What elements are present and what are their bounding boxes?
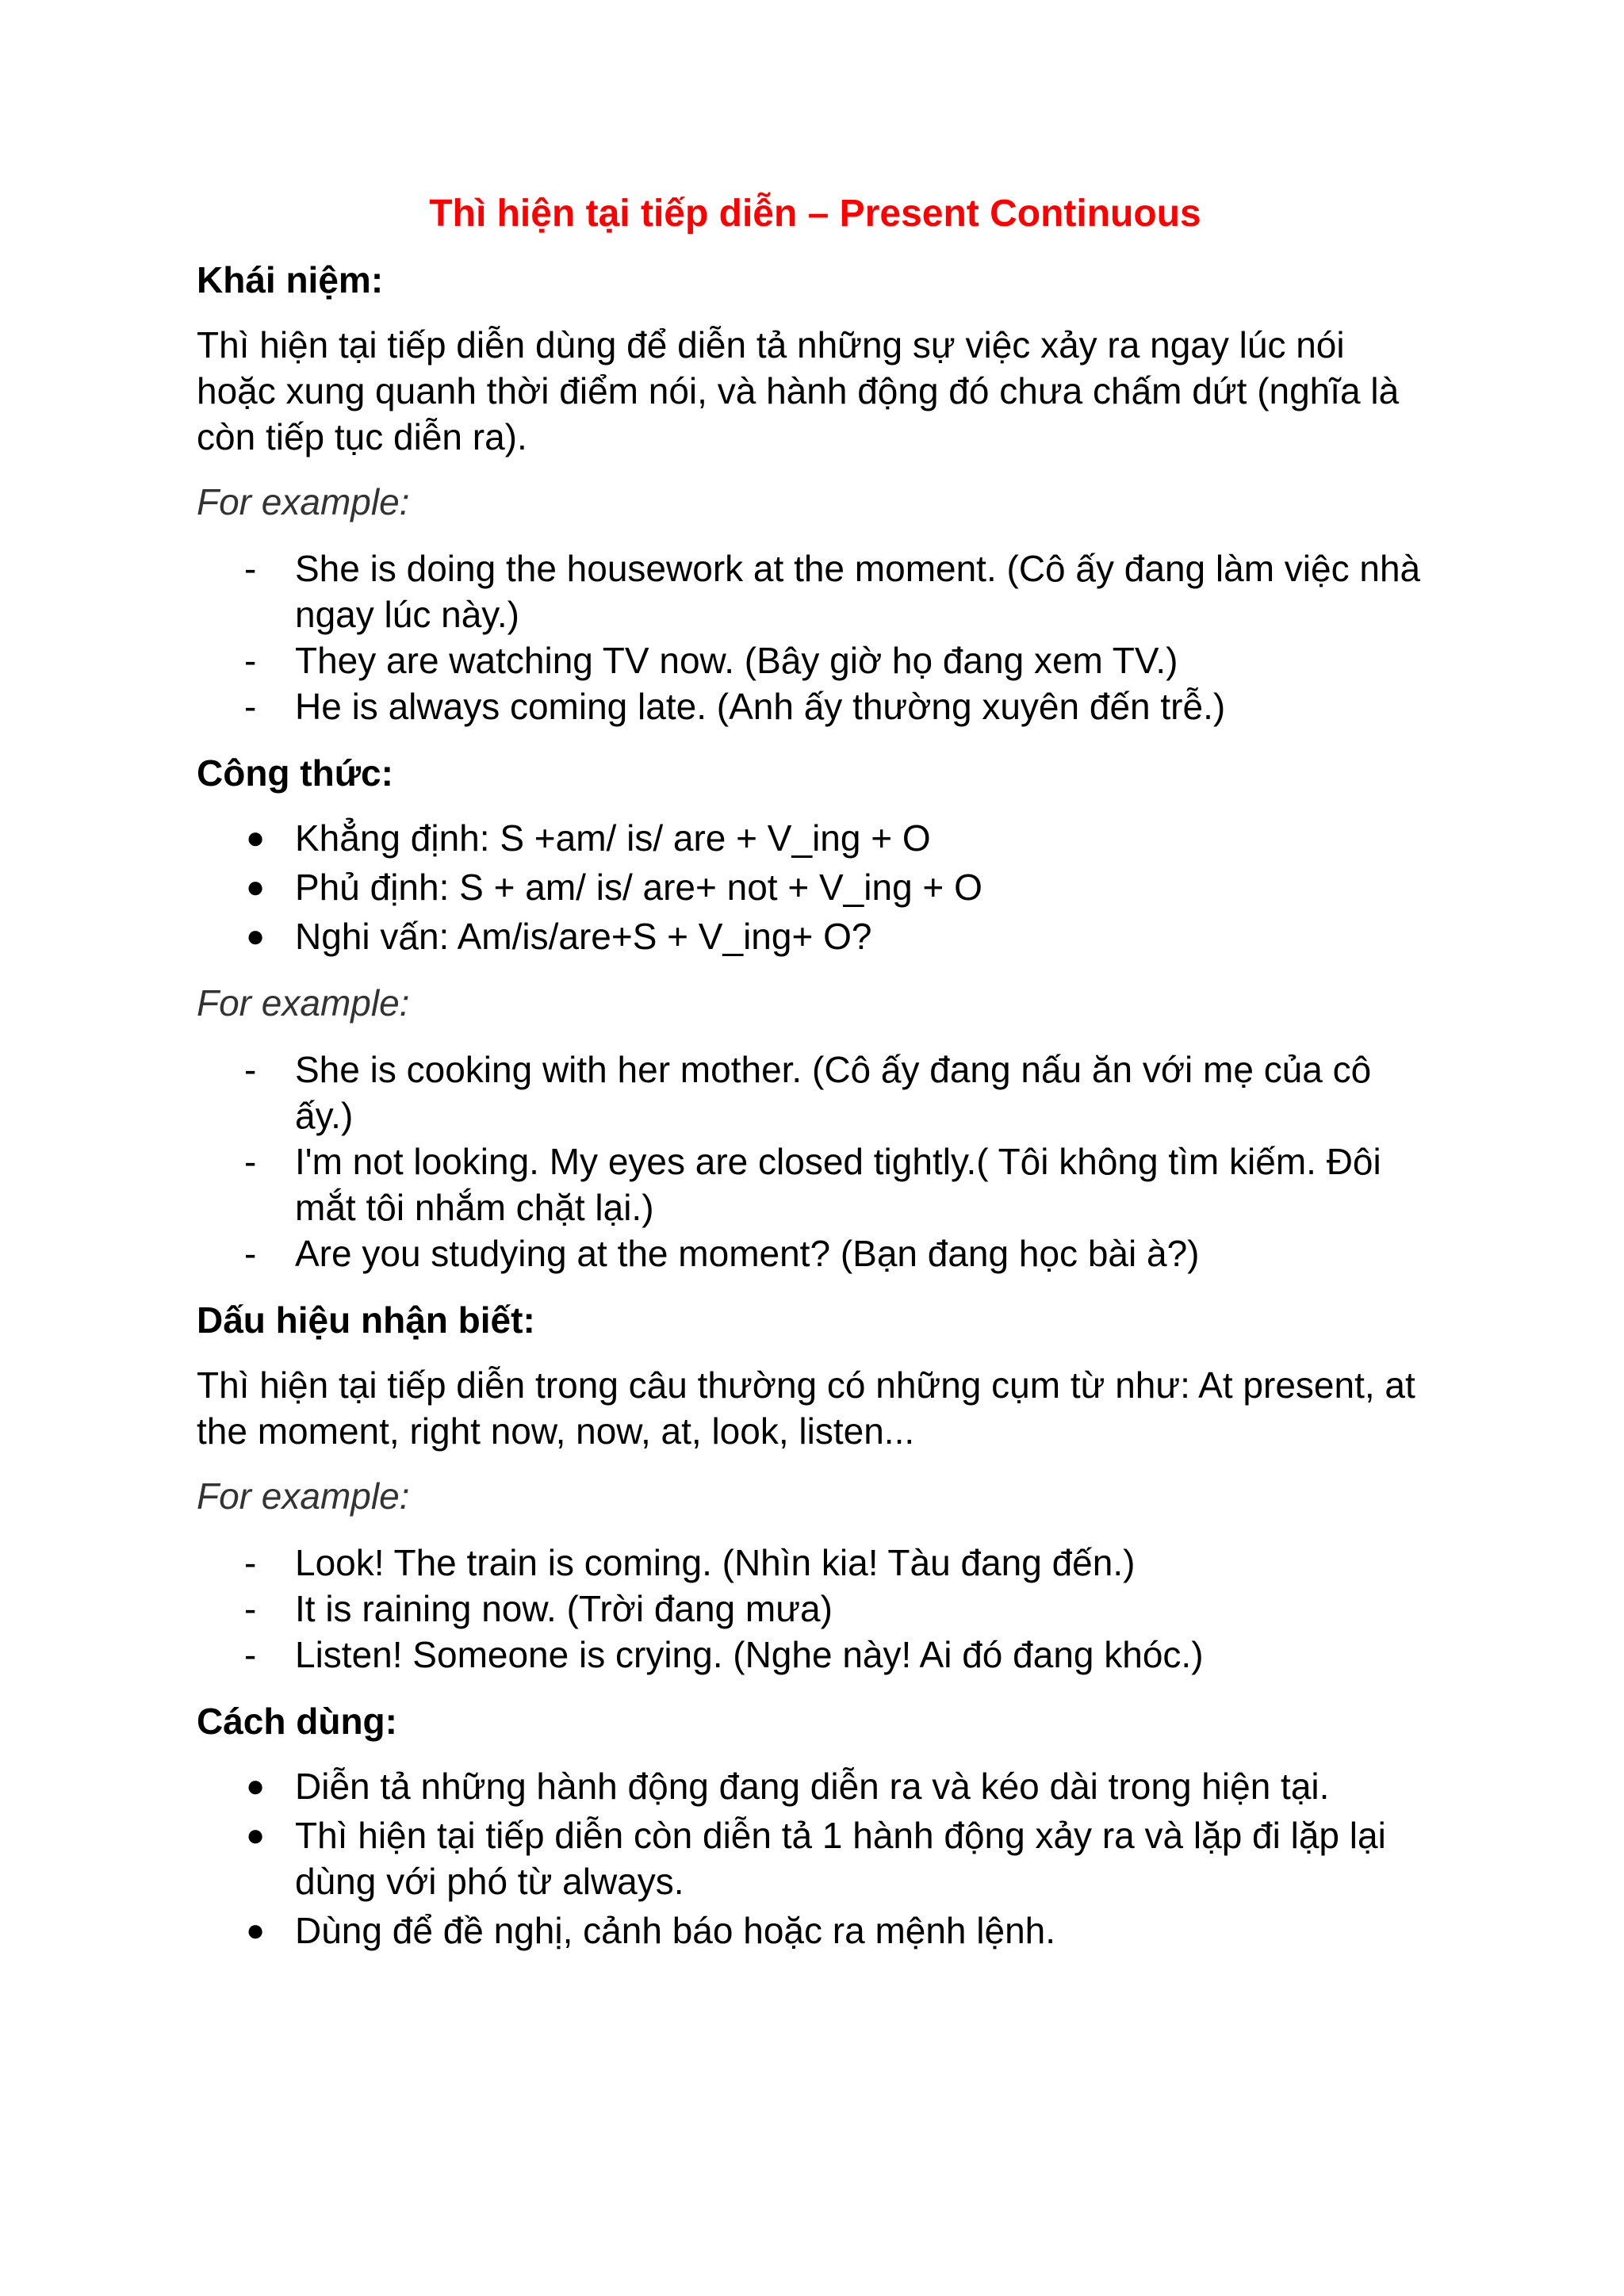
usage-text: Thì hiện tại tiếp diễn còn diễn tả 1 hành động xảy ra và lặp đi lặp lại dùng với phó từ always. [295, 1815, 1386, 1902]
list-item [197, 1138, 1434, 1230]
usage-list [197, 1763, 1434, 1954]
formula-list [197, 815, 1434, 959]
section-heading-formula: Công thức: [197, 752, 393, 794]
example-text: He is always coming late. (Anh ấy thường xuyên đến trễ.) [295, 686, 1226, 727]
dash-marker: - [244, 1049, 257, 1090]
example-text: Look! The train is coming. (Nhìn kia! Tàu đang đến.) [295, 1542, 1136, 1583]
list-item [197, 683, 1434, 729]
list-item [197, 1812, 1434, 1904]
section-heading-signs: Dấu hiệu nhận biết: [197, 1299, 535, 1341]
section-heading-usage: Cách dùng: [197, 1701, 397, 1742]
section-heading-concept: Khái niệm: [197, 259, 384, 300]
example-list [197, 545, 1434, 729]
bullet-marker: ● [246, 821, 266, 855]
example-text: It is raining now. (Trời đang mưa) [295, 1588, 833, 1629]
list-item [197, 545, 1434, 637]
dash-marker: - [244, 686, 257, 727]
list-item [197, 1763, 1434, 1809]
example-text: Are you studying at the moment? (Bạn đang học bài à?) [295, 1233, 1200, 1274]
dash-marker: - [244, 548, 257, 589]
list-item [197, 815, 1434, 861]
example-text: She is doing the housework at the moment. (Cô ấy đang làm việc nhà ngay lúc này.) [295, 548, 1421, 635]
example-label: For example: [197, 982, 410, 1024]
concept-paragraph: Thì hiện tại tiếp diễn dùng để diễn tả những sự việc xảy ra ngay lúc nói hoặc xung quanh thời điểm nói, và hành động đó chưa chấm dứt (nghĩa là còn tiếp tục diễn ra). [197, 324, 1400, 457]
formula-text: Nghi vấn: Am/is/are+S + V_ing+ O? [295, 916, 872, 957]
list-item [197, 637, 1434, 683]
bullet-marker: ● [246, 870, 266, 905]
bullet-marker: ● [246, 1818, 266, 1853]
example-text: She is cooking with her mother. (Cô ấy đang nấu ăn với mẹ của cô ấy.) [295, 1049, 1372, 1136]
document-page [197, 190, 1434, 1974]
list-item [197, 1908, 1434, 1954]
example-list [197, 1047, 1434, 1276]
dash-marker: - [244, 1542, 257, 1583]
dash-marker: - [244, 1141, 257, 1182]
example-text: I'm not looking. My eyes are closed tightly.( Tôi không tìm kiếm. Đôi mắt tôi nhắm chặt lại.) [295, 1141, 1381, 1228]
list-item [197, 1586, 1434, 1632]
list-item [197, 913, 1434, 959]
example-label: For example: [197, 481, 410, 522]
usage-text: Dùng để đề nghị, cảnh báo hoặc ra mệnh lệnh. [295, 1910, 1056, 1951]
dash-marker: - [244, 640, 257, 681]
list-item [197, 1632, 1434, 1678]
document-title: Thì hiện tại tiếp diễn – Present Continuous [429, 193, 1201, 235]
example-list [197, 1540, 1434, 1678]
bullet-marker: ● [246, 919, 266, 954]
list-item [197, 1540, 1434, 1586]
example-text: Listen! Someone is crying. (Nghe này! Ai đó đang khóc.) [295, 1634, 1204, 1675]
dash-marker: - [244, 1233, 257, 1274]
example-label: For example: [197, 1475, 410, 1517]
formula-text: Khẳng định: S +am/ is/ are + V_ing + O [295, 817, 931, 859]
list-item [197, 864, 1434, 910]
bullet-marker: ● [246, 1913, 266, 1948]
example-text: They are watching TV now. (Bây giờ họ đang xem TV.) [295, 640, 1178, 681]
dash-marker: - [244, 1588, 257, 1629]
usage-text: Diễn tả những hành động đang diễn ra và kéo dài trong hiện tại. [295, 1766, 1330, 1807]
list-item [197, 1047, 1434, 1138]
bullet-marker: ● [246, 1769, 266, 1804]
dash-marker: - [244, 1634, 257, 1675]
signs-paragraph: Thì hiện tại tiếp diễn trong câu thường có những cụm từ như: At present, at the moment, right now, now, at, look, listen... [197, 1364, 1415, 1452]
formula-text: Phủ định: S + am/ is/ are+ not + V_ing + O [295, 867, 982, 908]
list-item [197, 1230, 1434, 1276]
